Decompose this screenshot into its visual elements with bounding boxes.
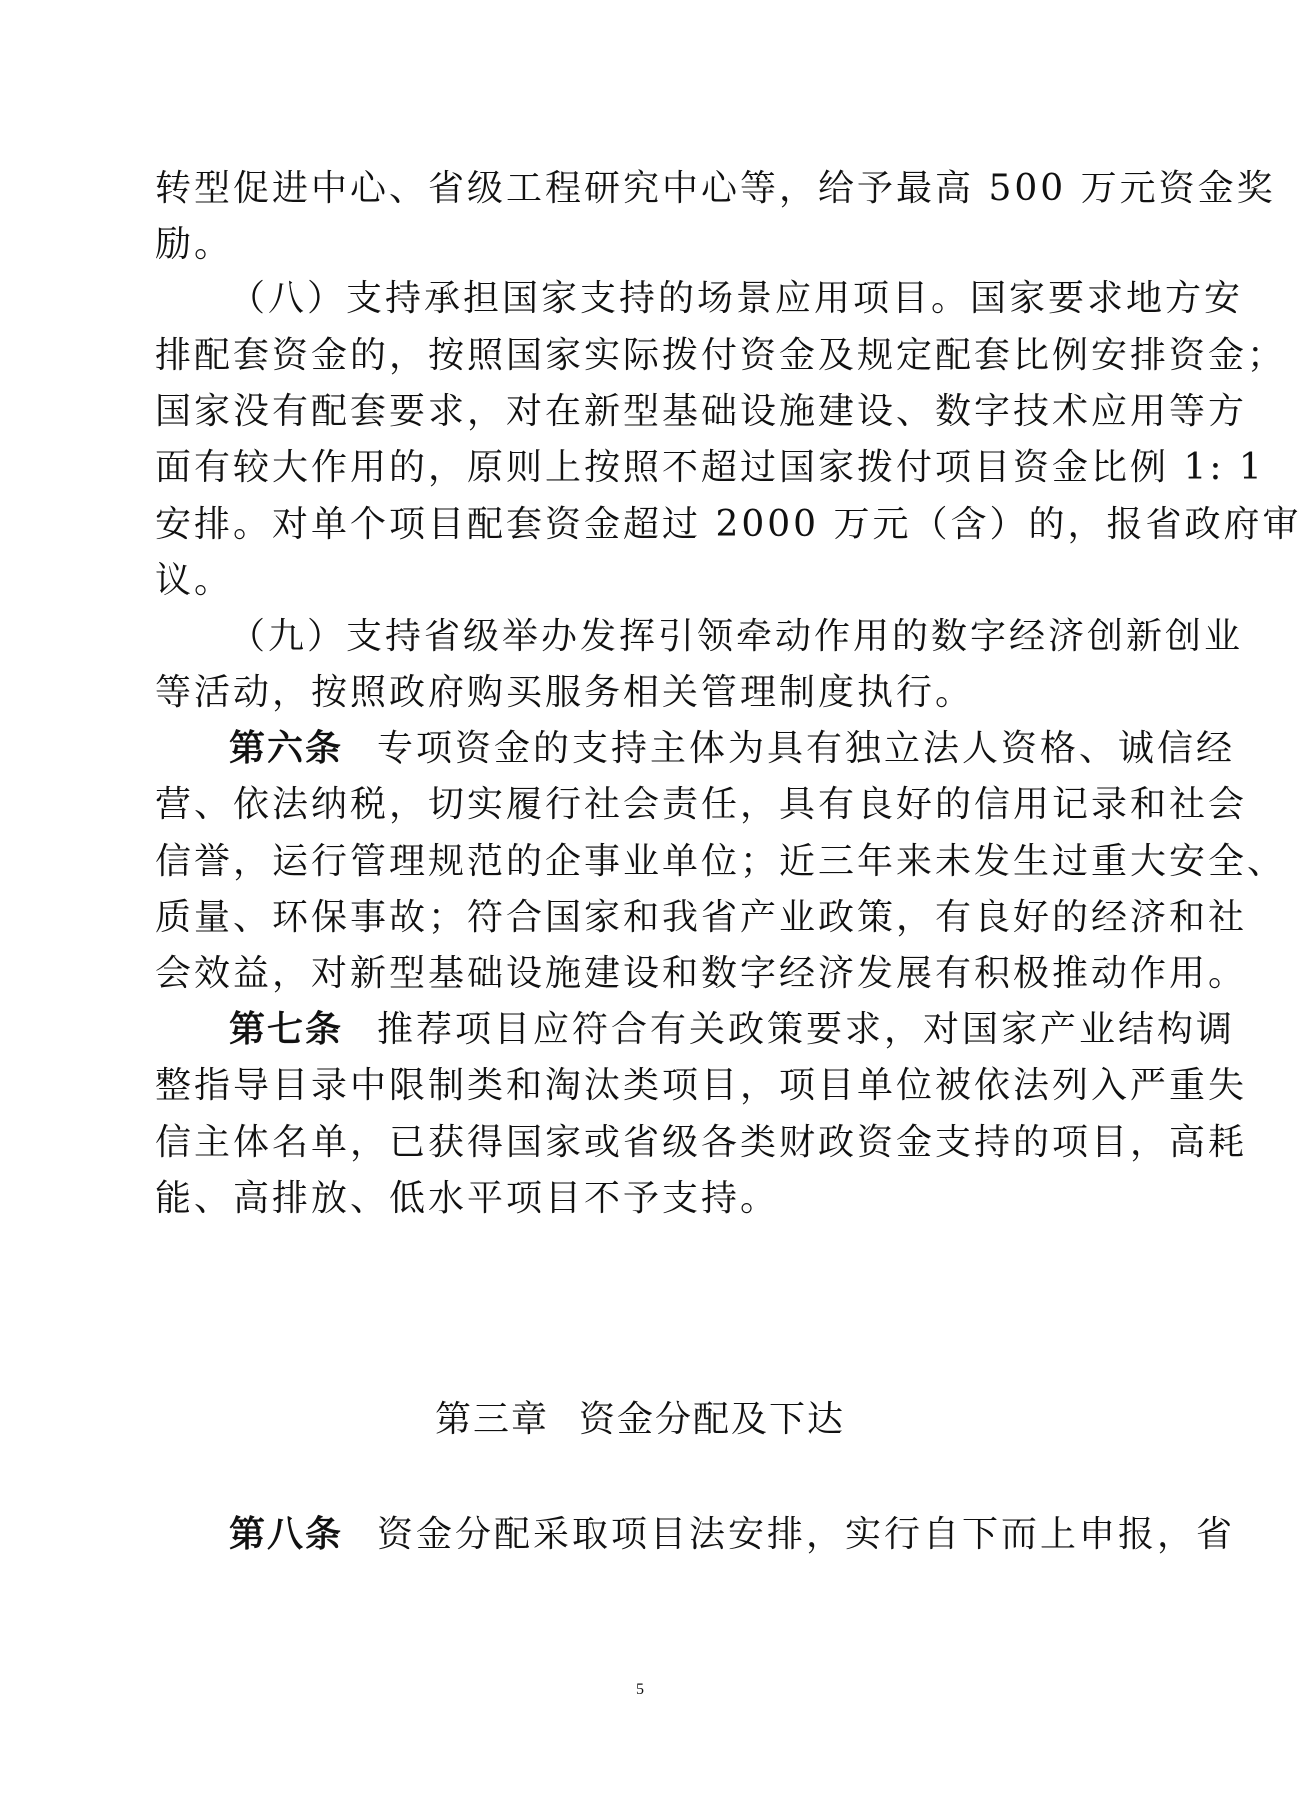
article-label: 第六条 — [229, 728, 344, 769]
article-text: 专项资金的支持主体为具有独立法人资格、诚信经 — [377, 728, 1236, 769]
paragraph-line: 安排。对单个项目配套资金超过 2000 万元（含）的，报省政府审 — [155, 504, 1302, 545]
paragraph-line: 等活动，按照政府购买服务相关管理制度执行。 — [155, 672, 975, 713]
paragraph-line: 信主体名单，已获得国家或省级各类财政资金支持的项目，高耗 — [155, 1122, 1248, 1163]
chapter-title: 资金分配及下达 — [579, 1399, 846, 1440]
paragraph-line: 营、依法纳税，切实履行社会责任，具有良好的信用记录和社会 — [155, 784, 1248, 825]
page-number: 5 — [636, 1681, 644, 1698]
paragraph-line: 转型促进中心、省级工程研究中心等，给予最高 500 万元资金奖 — [155, 168, 1276, 209]
paragraph-line: 排配套资金的，按照国家实际拨付资金及规定配套比例安排资金； — [155, 335, 1287, 376]
article-text: 资金分配采取项目法安排，实行自下而上申报，省 — [377, 1514, 1236, 1555]
chapter-label: 第三章 — [434, 1399, 549, 1440]
article-label: 第八条 — [229, 1514, 344, 1555]
paragraph-line: （八）支持承担国家支持的场景应用项目。国家要求地方安 — [229, 278, 1244, 319]
article-label: 第七条 — [229, 1009, 344, 1050]
paragraph-line: 国家没有配套要求，对在新型基础设施建设、数字技术应用等方 — [155, 391, 1248, 432]
paragraph-line: 整指导目录中限制类和淘汰类项目，项目单位被依法列入严重失 — [155, 1065, 1248, 1106]
article-6-first-line — [155, 724, 1236, 774]
paragraph-line: 会效益，对新型基础设施建设和数字经济发展有积极推动作用。 — [155, 953, 1248, 994]
chapter-heading — [0, 1392, 1280, 1448]
article-7-first-line — [155, 1005, 1236, 1055]
article-8-first-line — [155, 1510, 1236, 1560]
paragraph-line: 议。 — [155, 560, 234, 601]
paragraph-line: （九）支持省级举办发挥引领牵动作用的数字经济创新创业 — [229, 616, 1244, 657]
paragraph-line: 励。 — [155, 224, 234, 265]
paragraph-line: 面有较大作用的，原则上按照不超过国家拨付项目资金比例 1: 1 — [155, 447, 1265, 488]
paragraph-line: 信誉，运行管理规范的企事业单位；近三年来未发生过重大安全、 — [155, 841, 1287, 882]
article-text: 推荐项目应符合有关政策要求，对国家产业结构调 — [377, 1009, 1236, 1050]
paragraph-line: 能、高排放、低水平项目不予支持。 — [155, 1178, 780, 1219]
paragraph-line: 质量、环保事故；符合国家和我省产业政策，有良好的经济和社 — [155, 897, 1248, 938]
